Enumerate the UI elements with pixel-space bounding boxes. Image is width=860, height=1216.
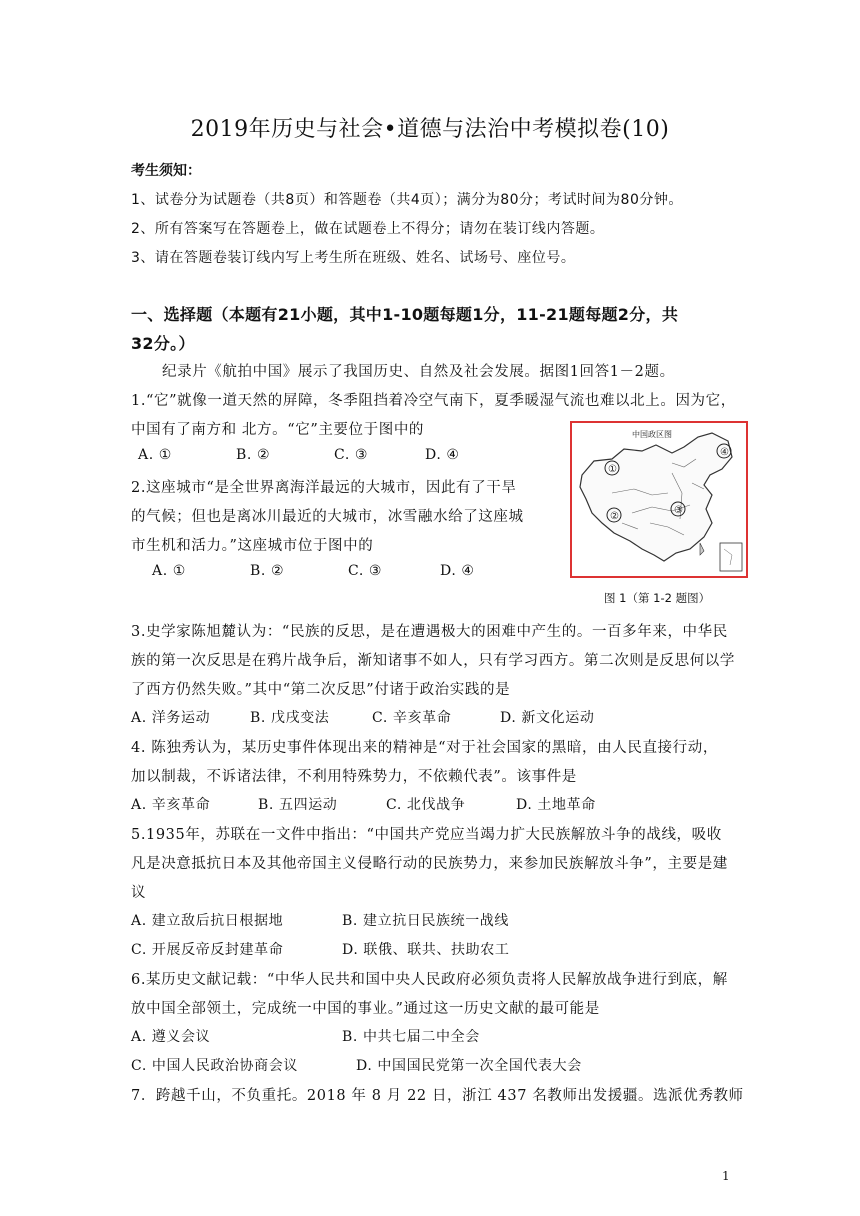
map-marker-2: ②	[610, 511, 619, 522]
q5-text: 5.1935年，苏联在一文件中指出：“中国共产党应当竭力扩大民族解放斗争的战线，吸收	[131, 827, 722, 843]
page-title: 2019年历史与社会•道德与法治中考模拟卷(10)	[190, 117, 670, 142]
section-heading-cont: 32分。）	[131, 334, 195, 353]
notice-item: 1、试卷分为试题卷（共8页）和答题卷（共4页）；满分为80分；考试时间为80分钟。	[131, 192, 683, 208]
q4-text: 加以制裁，不诉诸法律，不利用特殊势力，不依赖代表”。该事件是	[131, 769, 577, 785]
q6-text: 放中国全部领土，完成统一中国的事业。”通过这一历史文献的最可能是	[131, 1001, 600, 1017]
map-marker-1: ①	[608, 464, 617, 475]
map-marker-4: ④	[720, 447, 729, 458]
section-heading: 一、选择题（本题有21小题，其中1-10题每题1分，11-21题每题2分，共	[131, 305, 679, 324]
q2-option-d: D. ④	[440, 563, 475, 579]
q4-text: 4. 陈独秀认为，某历史事件体现出来的精神是“对于社会国家的黑暗，由人民直接行动，	[131, 740, 718, 756]
q1-text: 1.“它”就像一道天然的屏障，冬季阻挡着冷空气南下，夏季暖湿气流也难以北上。因为它，	[131, 393, 736, 409]
q5-option-d: D. 联俄、联共、扶助农工	[342, 942, 510, 958]
notice-item: 3、请在答题卷装订线内写上考生所在班级、姓名、试场号、座位号。	[131, 250, 576, 266]
q5-option-c: C. 开展反帝反封建革命	[131, 942, 284, 958]
q3-option-c: C. 辛亥革命	[372, 710, 452, 726]
q3-text: 3.史学家陈旭麓认为：“民族的反思，是在遭遇极大的困难中产生的。一百多年来，中华民	[131, 624, 728, 640]
q4-option-d: D. 土地革命	[516, 797, 596, 813]
notice-item: 2、所有答案写在答题卷上，做在试题卷上不得分；请勿在装订线内答题。	[131, 221, 605, 237]
figure-caption: 图 1（第 1-2 题图）	[604, 591, 711, 605]
q5-option-b: B. 建立抗日民族统一战线	[342, 913, 509, 929]
china-map-graphic	[572, 423, 746, 576]
q1-text: 中国有了南方和 北方。“它”主要位于图中的	[131, 422, 425, 438]
q2-text: 市生机和活力。”这座城市位于图中的	[131, 538, 374, 554]
q2-option-c: C. ③	[348, 563, 383, 579]
q2-option-b: B. ②	[250, 563, 285, 579]
q5-text: 议	[131, 885, 147, 901]
q3-text: 族的第一次反思是在鸦片战争后，渐知诸事不如人，只有学习西方。第二次则是反思何以学	[131, 653, 735, 669]
q3-option-b: B. 戊戌变法	[250, 710, 330, 726]
q4-option-c: C. 北伐战争	[386, 797, 466, 813]
q2-text: 2.这座城市“是全世界离海洋最远的大城市，因此有了干旱	[131, 480, 517, 496]
china-map-figure	[570, 421, 748, 578]
page-number: 1	[722, 1169, 730, 1183]
q5-text: 凡是决意抵抗日本及其他帝国主义侵略行动的民族势力，来参加民族解放斗争”，主要是建	[131, 856, 728, 872]
q6-option-a: A. 遵义会议	[131, 1029, 211, 1045]
q6-option-d: D. 中国国民党第一次全国代表大会	[356, 1058, 582, 1074]
q6-option-c: C. 中国人民政治协商会议	[131, 1058, 298, 1074]
q3-text: 了西方仍然失败。”其中“第二次反思”付诸于政治实践的是	[131, 682, 511, 698]
q2-option-a: A. ①	[152, 563, 186, 579]
q2-text: 的气候；但也是离冰川最近的大城市，冰雪融水给了这座城	[131, 509, 524, 525]
q1-option-c: C. ③	[334, 447, 369, 463]
q1-option-d: D. ④	[425, 447, 460, 463]
intro-text: 纪录片《航拍中国》展示了我国历史、自然及社会发展。据图1回答1－2题。	[162, 364, 675, 380]
q4-option-b: B. 五四运动	[258, 797, 338, 813]
q3-option-a: A. 洋务运动	[131, 710, 211, 726]
map-marker-3: ③	[674, 505, 683, 516]
map-title: 中国政区图	[632, 430, 672, 439]
q1-option-b: B. ②	[236, 447, 271, 463]
q4-option-a: A. 辛亥革命	[131, 797, 211, 813]
q6-text: 6.某历史文献记载：“中华人民共和国中央人民政府必须负责将人民解放战争进行到底，解	[131, 972, 728, 988]
q3-option-d: D. 新文化运动	[500, 710, 595, 726]
q6-option-b: B. 中共七届二中全会	[342, 1029, 480, 1045]
q7-text: 7．跨越千山，不负重托。2018 年 8 月 22 日，浙江 437 名教师出发援疆。选派优秀教师	[131, 1088, 744, 1104]
q5-option-a: A. 建立敌后抗日根据地	[131, 913, 284, 929]
notice-heading: 考生须知：	[131, 163, 201, 179]
q1-option-a: A. ①	[138, 447, 172, 463]
